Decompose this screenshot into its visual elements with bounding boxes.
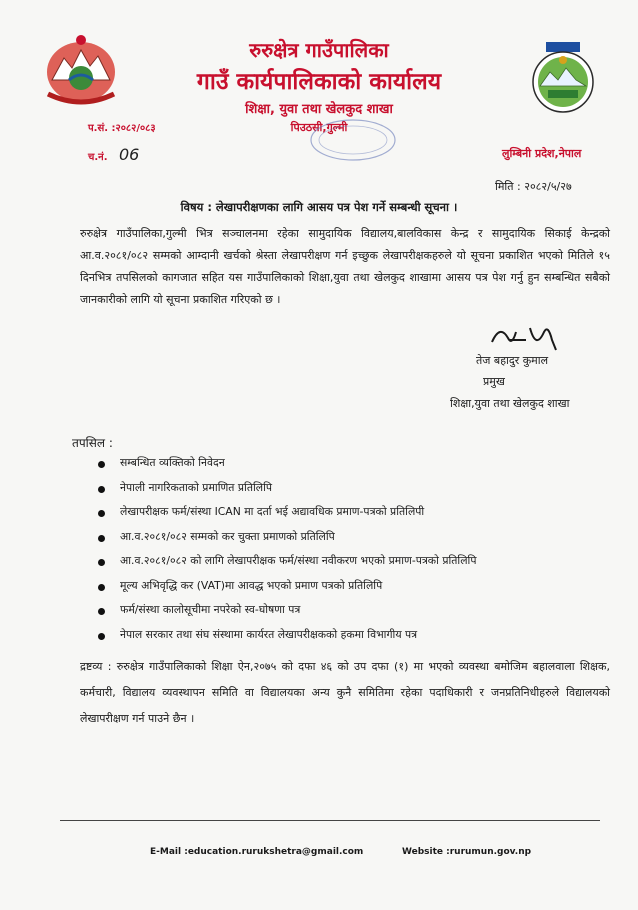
notice-body: रुरुक्षेत्र गाउँपालिका,गुल्मी भित्र सञ्चालनमा रहेका सामुदायिक विद्यालय,बालविकास केन्द्र र सामुदायिक सिकाई केन्द्रको आ.व.२०८१/०८२ सम्मको आम्दानी खर्चको श्रेस्ता लेखापरीक्षण गर्न इच्छुक लेखापरीक्षकहरुले यो सूचना प्रकाशित भएको मितिले १५ दिनभित्र तपसिलको कागजात सहित यस गाउँपालिकाको शिक्षा,युवा तथा खेलकुद शाखामा आसय पत्र पेश गर्नु हुन सम्बन्धित सबैको जानकारीको लागि यो सूचना प्रकाशित गरिएको छ । xyxy=(80,227,610,306)
province-name: लुम्बिनी प्रदेश,नेपाल xyxy=(502,147,582,160)
dispatch-label: च.नं. xyxy=(88,152,108,163)
list-item: फर्म/संस्था कालोसूचीमा नपरेको स्व-घोषणा पत्र xyxy=(90,598,610,623)
details-heading: तपसिल : xyxy=(72,436,113,450)
signature-mark xyxy=(486,320,566,356)
municipality-name: रुरुक्षेत्र गाउँपालिका xyxy=(249,38,389,62)
list-item: लेखापरीक्षक फर्म/संस्था ICAN मा दर्ता भई अद्यावधिक प्रमाण-पत्रको प्रतिलिपी xyxy=(90,500,610,525)
note-paragraph: द्रष्टव्य : रुरुक्षेत्र गाउँपालिकाको शिक्षा ऐन,२०७५ को दफा ४६ को उप दफा (१) मा भएको व्यवस्था बमोजिम बहालवाला शिक्षक, कर्मचारी, विद्यालय व्यवस्थापन समिति वा विद्यालयका अन्य कुनै समितिमा रहेका पदाधिकारी र जनप्रतिनिधीहरुले विद्यालयको लेखापरीक्षण गर्न पाउने छैन । xyxy=(80,660,610,725)
list-item: नेपाल सरकार तथा संघ संस्थामा कार्यरत लेखापरीक्षकको हकमा विभागीय पत्र xyxy=(90,623,610,648)
requirements-list xyxy=(90,451,610,647)
footer-divider xyxy=(60,820,600,821)
list-item: नेपाली नागरिकताको प्रमाणित प्रतिलिपि xyxy=(90,476,610,501)
list-item: आ.व.२०८१/०८२ सम्मको कर चुक्ता प्रमाणको प्रतिलिपि xyxy=(90,525,610,550)
signatory-role: प्रमुख xyxy=(483,375,505,388)
dispatch-value: 06 xyxy=(118,145,140,164)
signatory-department: शिक्षा,युवा तथा खेलकुद शाखा xyxy=(450,397,570,410)
office-location: पिउठसी,गुल्मी xyxy=(290,121,348,134)
list-item: आ.व.२०८१/०८२ को लागि लेखापरीक्षक फर्म/संस्था नवीकरण भएको प्रमाण-पत्रको प्रतिलिपि xyxy=(90,549,610,574)
list-item: मूल्य अभिवृद्धि कर (VAT)मा आवद्ध भएको प्रमाण पत्रको प्रतिलिपि xyxy=(90,574,610,599)
subject-line: विषय : लेखापरीक्षणका लागि आसय पत्र पेश गर्ने सम्बन्धी सूचना । xyxy=(180,200,458,214)
footer-website[interactable]: Website :rurumun.gov.np xyxy=(402,847,532,857)
section-name: शिक्षा, युवा तथा खेलकुद शाखा xyxy=(245,102,393,117)
signatory-name: तेज बहादुर कुमाल xyxy=(476,354,549,367)
footer-email[interactable]: E-Mail :education.rurukshetra@gmail.com xyxy=(150,847,364,857)
dispatch-number-label xyxy=(88,145,139,164)
list-item: सम्बन्धित व्यक्तिको निवेदन xyxy=(90,451,610,476)
reference-number: प.सं. :२०८२/०८३ xyxy=(88,123,156,134)
office-name: गाउँ कार्यपालिकाको कार्यालय xyxy=(196,69,442,95)
notice-date: मिति : २०८२/५/२७ xyxy=(495,180,572,193)
office-stamp xyxy=(308,118,398,164)
